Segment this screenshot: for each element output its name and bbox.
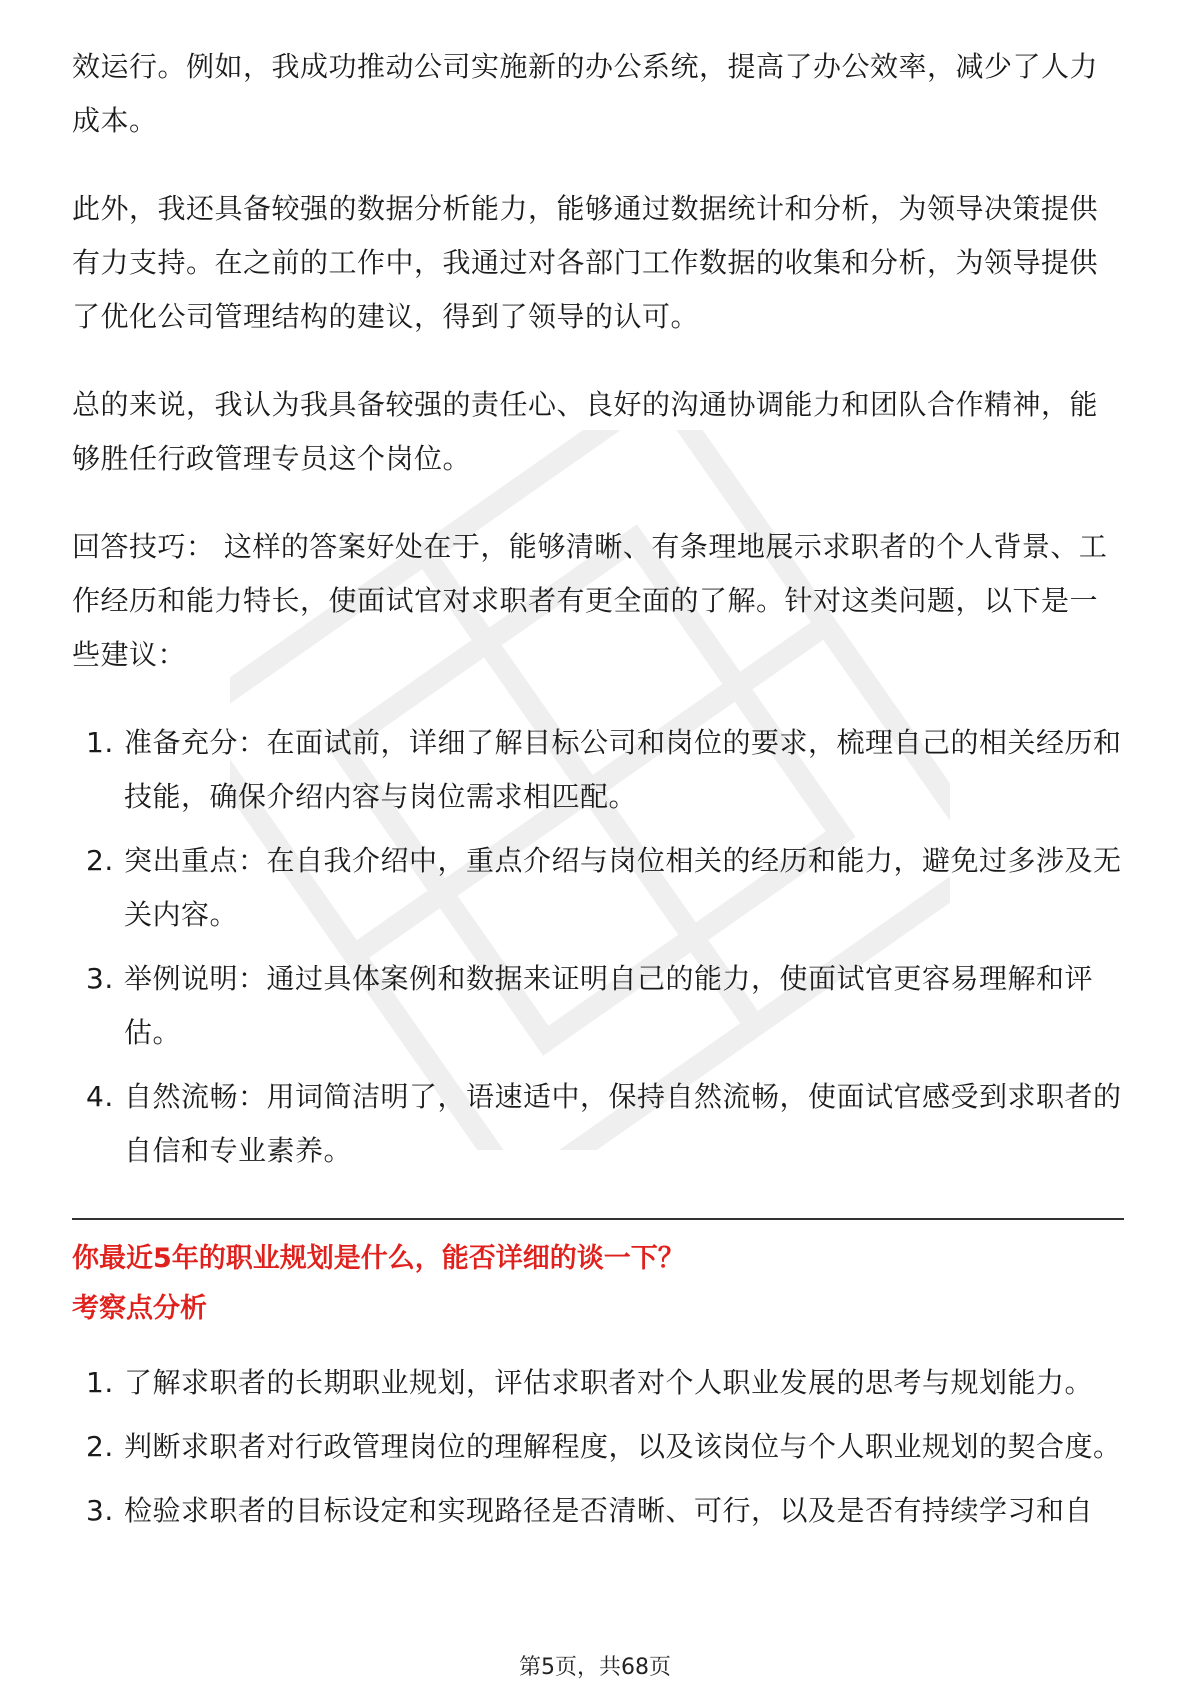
list-text: 自然流畅：用词简洁明了，语速适中，保持自然流畅，使面试官感受到求职者的自信和专业素养。 xyxy=(124,1080,1122,1167)
question-title: 你最近5年的职业规划是什么，能否详细的谈一下？ xyxy=(72,1243,685,1274)
list-item xyxy=(72,1070,1124,1178)
tips-list xyxy=(72,716,1124,1178)
page-footer: 第5页，共68页 xyxy=(519,1655,671,1680)
list-number: 2. xyxy=(86,844,114,877)
list-item xyxy=(72,716,1124,824)
list-item xyxy=(72,834,1124,942)
list-number: 4. xyxy=(86,1080,114,1113)
paragraph-1: 效运行。例如，我成功推动公司实施新的办公系统，提高了办公效率，减少了人力成本。 xyxy=(72,50,1099,137)
list-item xyxy=(72,1484,1124,1538)
list-text: 判断求职者对行政管理岗位的理解程度，以及该岗位与个人职业规划的契合度。 xyxy=(124,1430,1122,1463)
list-text: 举例说明：通过具体案例和数据来证明自己的能力，使面试官更容易理解和评估。 xyxy=(124,962,1094,1049)
list-number: 3. xyxy=(86,962,114,995)
list-text: 了解求职者的长期职业规划，评估求职者对个人职业发展的思考与规划能力。 xyxy=(124,1366,1094,1399)
list-number: 2. xyxy=(86,1430,114,1463)
paragraph-2: 此外，我还具备较强的数据分析能力，能够通过数据统计和分析，为领导决策提供有力支持。在之前的工作中，我通过对各部门工作数据的收集和分析，为领导提供了优化公司管理结构的建议，得到了领导的认可。 xyxy=(72,192,1099,333)
list-number: 1. xyxy=(86,726,114,759)
question-subtitle: 考察点分析 xyxy=(72,1293,207,1324)
paragraph-3: 总的来说，我认为我具备较强的责任心、良好的沟通协调能力和团队合作精神，能够胜任行政管理专员这个岗位。 xyxy=(72,388,1099,475)
section-divider xyxy=(72,1218,1124,1220)
list-item xyxy=(72,952,1124,1060)
list-text: 突出重点：在自我介绍中，重点介绍与岗位相关的经历和能力，避免过多涉及无关内容。 xyxy=(124,844,1122,931)
document-page xyxy=(72,40,1124,1578)
list-text: 准备充分：在面试前，详细了解目标公司和岗位的要求，梳理自己的相关经历和技能，确保介绍内容与岗位需求相匹配。 xyxy=(124,726,1122,813)
list-text: 检验求职者的目标设定和实现路径是否清晰、可行，以及是否有持续学习和自 xyxy=(124,1494,1094,1527)
list-number: 1. xyxy=(86,1366,114,1399)
analysis-points-list xyxy=(72,1356,1124,1538)
answer-tips-intro: 回答技巧： 这样的答案好处在于，能够清晰、有条理地展示求职者的个人背景、工作经历和能力特长，使面试官对求职者有更全面的了解。针对这类问题，以下是一些建议： xyxy=(72,530,1108,671)
list-item xyxy=(72,1356,1124,1410)
list-number: 3. xyxy=(86,1494,114,1527)
list-item xyxy=(72,1420,1124,1474)
